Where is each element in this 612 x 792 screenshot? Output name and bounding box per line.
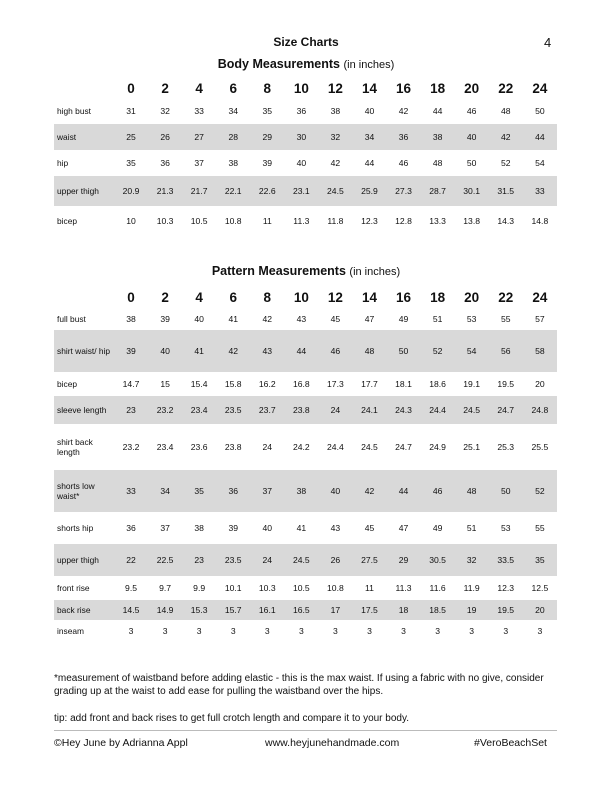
measurement-cell: 43	[330, 523, 341, 533]
measurement-cell: 17	[318, 600, 352, 620]
body-measurements-table	[54, 78, 557, 236]
measurement-cell: 11.8	[327, 216, 344, 226]
page-number: 4	[544, 35, 552, 50]
size-header-cell: 12	[327, 289, 343, 305]
measurement-cell: 50	[466, 158, 477, 168]
measurement-cell: 36	[296, 106, 307, 116]
measurement-cell: 11.6	[429, 583, 446, 593]
measurement-cell: 23	[182, 544, 216, 576]
measurement-cell: 46	[421, 470, 455, 512]
measurement-cell: 26	[318, 544, 352, 576]
measurement-cell: 42	[489, 124, 523, 150]
measurement-cell: 36	[387, 124, 421, 150]
measurement-cell: 45	[330, 314, 341, 324]
measurement-cell: 39	[160, 314, 170, 324]
measurement-cell: 25.1	[463, 442, 481, 452]
measurement-cell: 3	[230, 626, 236, 636]
measurement-cell: 58	[523, 330, 557, 372]
measurement-cell: 48	[500, 106, 511, 116]
footnote: *measurement of waistband before adding elastic - this is the max waist. If using a fabric with no give, consider grading up at the waist to add ease for pulling the waistband over the hips.	[54, 673, 544, 697]
measurement-cell: 48	[455, 470, 489, 512]
size-header-cell: 14	[361, 289, 377, 305]
measurement-cell: 3	[503, 626, 509, 636]
measurement-cell: 12.3	[361, 216, 378, 226]
size-header-cell: 24	[532, 80, 548, 96]
size-header-cell: 22	[498, 80, 514, 96]
measurement-cell: 18.1	[395, 379, 412, 389]
measurement-cell: 55	[500, 314, 511, 324]
measurement-cell: 3	[401, 626, 406, 636]
measurement-cell: 32	[160, 106, 170, 116]
measurement-cell: 24.3	[387, 396, 421, 424]
measurement-cell: 54	[455, 330, 489, 372]
measurement-cell: 48	[432, 158, 443, 168]
measurement-cell: 11.3	[395, 583, 412, 593]
measurement-cell: 24.1	[352, 396, 386, 424]
measurement-cell: 34	[148, 470, 182, 512]
size-header-cell: 16	[396, 289, 412, 305]
table-row	[54, 544, 557, 576]
measurement-cell: 24.5	[361, 442, 378, 452]
footer-website: www.heyjunehandmade.com	[265, 737, 400, 749]
measurement-cell: 24.5	[318, 176, 352, 206]
measurement-cell: 19.1	[463, 379, 481, 389]
measurement-cell: 43	[296, 314, 307, 324]
measurement-cell: 14.3	[497, 216, 515, 226]
measurement-cell: 24.9	[429, 442, 446, 452]
measurement-cell: 42	[216, 330, 250, 372]
measurement-cell: 37	[250, 470, 284, 512]
size-header-cell: 2	[161, 80, 169, 96]
pattern-measurements-table	[54, 286, 557, 642]
measurement-cell: 40	[262, 523, 273, 533]
measurement-cell: 35	[182, 470, 216, 512]
row-label: full bust	[57, 314, 86, 324]
measurement-cell: 48	[352, 330, 386, 372]
measurement-cell: 13.8	[463, 216, 481, 226]
measurement-cell: 32	[318, 124, 352, 150]
table-row	[54, 620, 557, 642]
measurement-cell: 40	[194, 314, 204, 324]
measurement-cell: 9.9	[193, 583, 206, 593]
measurement-cell: 17.3	[327, 379, 344, 389]
table-row	[54, 206, 557, 236]
measurement-cell: 30	[284, 124, 318, 150]
row-label: front rise	[57, 583, 90, 593]
measurement-cell: 24.8	[523, 396, 557, 424]
measurement-cell: 38	[330, 106, 341, 116]
measurement-cell: 22.5	[148, 544, 182, 576]
measurement-cell: 10.5	[292, 583, 310, 593]
measurement-cell: 24	[262, 442, 273, 452]
size-header-cell: 10	[293, 80, 309, 96]
measurement-cell: 22.6	[250, 176, 284, 206]
measurement-cell: 15.8	[224, 379, 242, 389]
measurement-cell: 53	[466, 314, 477, 324]
measurement-cell: 15	[160, 379, 170, 389]
row-label: bicep	[57, 216, 78, 226]
measurement-cell: 38	[228, 158, 238, 168]
body-measurements-heading	[0, 57, 612, 71]
size-header-cell: 0	[127, 289, 135, 305]
row-label: bicep	[57, 379, 78, 389]
measurement-cell: 23.4	[156, 442, 174, 452]
table-row	[54, 124, 557, 150]
size-header-cell: 6	[229, 289, 237, 305]
measurement-cell: 42	[398, 106, 409, 116]
size-header-cell: 4	[195, 80, 203, 96]
size-header-cell: 8	[263, 289, 272, 305]
footer-hashtag: #VeroBeachSet	[474, 737, 547, 749]
table-row	[54, 150, 557, 176]
measurement-cell: 20	[535, 379, 545, 389]
measurement-cell: 24	[250, 544, 284, 576]
measurement-cell: 30.5	[421, 544, 455, 576]
table-row	[54, 512, 557, 544]
measurement-cell: 23	[114, 396, 148, 424]
measurement-cell: 46	[398, 158, 409, 168]
measurement-cell: 52	[500, 158, 511, 168]
row-label: shirt back length	[57, 437, 93, 457]
table-row	[54, 308, 557, 330]
footer-divider	[54, 730, 557, 731]
measurement-cell: 49	[398, 314, 409, 324]
measurement-cell: 57	[535, 314, 545, 324]
measurement-cell: 23.2	[148, 396, 182, 424]
size-header-cell: 6	[229, 80, 237, 96]
measurement-cell: 43	[250, 330, 284, 372]
measurement-cell: 38	[421, 124, 455, 150]
measurement-cell: 3	[537, 626, 543, 636]
measurement-cell: 29	[387, 544, 421, 576]
measurement-cell: 10.3	[258, 583, 276, 593]
measurement-cell: 30.1	[455, 176, 489, 206]
measurement-cell: 25	[114, 124, 148, 150]
measurement-cell: 3	[435, 626, 440, 636]
measurement-cell: 31	[126, 106, 136, 116]
measurement-cell: 27.3	[387, 176, 421, 206]
measurement-cell: 3	[196, 626, 202, 636]
measurement-cell: 35	[523, 544, 557, 576]
measurement-cell: 27.5	[352, 544, 386, 576]
measurement-cell: 33	[114, 470, 148, 512]
measurement-cell: 10.8	[224, 216, 242, 226]
row-label: upper thigh	[54, 544, 114, 576]
measurement-cell: 44	[284, 330, 318, 372]
row-label: shirt waist/ hip	[54, 330, 114, 372]
table-row	[54, 424, 557, 470]
measurement-cell: 28.7	[421, 176, 455, 206]
measurement-cell: 33.5	[489, 544, 523, 576]
measurement-cell: 24.2	[292, 442, 310, 452]
measurement-cell: 12.3	[497, 583, 515, 593]
measurement-cell: 14.7	[122, 379, 140, 389]
measurement-cell: 40	[364, 106, 375, 116]
table-row	[54, 600, 557, 620]
measurement-cell: 23.8	[284, 396, 318, 424]
table-row	[54, 330, 557, 372]
measurement-cell: 33	[194, 106, 204, 116]
measurement-cell: 40	[455, 124, 489, 150]
measurement-cell: 21.3	[148, 176, 182, 206]
measurement-cell: 19.5	[489, 600, 523, 620]
measurement-cell: 14.9	[148, 600, 182, 620]
measurement-cell: 26	[148, 124, 182, 150]
measurement-cell: 37	[194, 158, 204, 168]
measurement-cell: 33	[523, 176, 557, 206]
measurement-cell: 41	[182, 330, 216, 372]
measurement-cell: 15.3	[182, 600, 216, 620]
measurement-cell: 23.5	[216, 396, 250, 424]
measurement-cell: 40	[148, 330, 182, 372]
measurement-cell: 38	[284, 470, 318, 512]
measurement-cell: 3	[367, 626, 372, 636]
measurement-cell: 20.9	[114, 176, 148, 206]
measurement-cell: 17.7	[361, 379, 378, 389]
measurement-cell: 39	[228, 523, 238, 533]
row-label: shorts hip	[57, 523, 94, 533]
size-header-cell: 10	[293, 289, 309, 305]
size-header-cell: 18	[430, 289, 446, 305]
measurement-cell: 51	[432, 314, 443, 324]
measurement-cell: 44	[387, 470, 421, 512]
measurement-cell: 44	[523, 124, 557, 150]
size-header-cell: 24	[532, 289, 548, 305]
measurement-cell: 25.9	[352, 176, 386, 206]
measurement-cell: 36	[126, 523, 136, 533]
measurement-cell: 18	[387, 600, 421, 620]
measurement-cell: 21.7	[182, 176, 216, 206]
measurement-cell: 15.7	[216, 600, 250, 620]
measurement-cell: 27	[182, 124, 216, 150]
measurement-cell: 24.4	[327, 442, 344, 452]
measurement-cell: 32	[455, 544, 489, 576]
size-header-cell: 20	[464, 80, 480, 96]
measurement-cell: 3	[128, 626, 134, 636]
measurement-cell: 24.5	[455, 396, 489, 424]
measurement-cell: 40	[296, 158, 307, 168]
pattern-measurements-unit: (in inches)	[349, 266, 401, 278]
measurement-cell: 23.1	[284, 176, 318, 206]
measurement-cell: 14.5	[114, 600, 148, 620]
measurement-cell: 16.8	[292, 379, 310, 389]
measurement-cell: 19	[455, 600, 489, 620]
measurement-cell: 31.5	[489, 176, 523, 206]
measurement-cell: 10.5	[190, 216, 208, 226]
measurement-cell: 24.7	[489, 396, 523, 424]
measurement-cell: 20	[523, 600, 557, 620]
measurement-cell: 10.8	[327, 583, 344, 593]
measurement-cell: 22.1	[216, 176, 250, 206]
measurement-cell: 34	[228, 106, 238, 116]
measurement-cell: 3	[469, 626, 475, 636]
measurement-cell: 23.7	[250, 396, 284, 424]
row-label: high bust	[57, 106, 91, 116]
measurement-cell: 49	[432, 523, 443, 533]
row-label: back rise	[54, 600, 114, 620]
row-label: upper thigh	[54, 176, 114, 206]
size-header-cell: 12	[327, 80, 343, 96]
measurement-cell: 18.5	[421, 600, 455, 620]
table-row	[54, 372, 557, 396]
table-row	[54, 396, 557, 424]
measurement-cell: 24.5	[284, 544, 318, 576]
measurement-cell: 23.6	[190, 442, 208, 452]
measurement-cell: 50	[489, 470, 523, 512]
measurement-cell: 3	[162, 626, 168, 636]
measurement-cell: 15.4	[190, 379, 208, 389]
size-header-cell: 8	[263, 80, 272, 96]
measurement-cell: 11	[365, 583, 374, 593]
measurement-cell: 44	[364, 158, 375, 168]
row-label: sleeve length	[54, 396, 114, 424]
measurement-cell: 28	[216, 124, 250, 150]
body-measurements-unit: (in inches)	[343, 59, 395, 71]
measurement-cell: 42	[330, 158, 341, 168]
measurement-cell: 18.6	[429, 379, 446, 389]
size-header-cell: 16	[396, 80, 412, 96]
measurement-cell: 16.2	[258, 379, 276, 389]
footer-copyright: ©Hey June by Adrianna Appl	[54, 737, 188, 749]
measurement-cell: 16.5	[284, 600, 318, 620]
measurement-cell: 23.5	[216, 544, 250, 576]
tip: tip: add front and back rises to get full crotch length and compare it to your body.	[54, 713, 410, 724]
measurement-cell: 47	[398, 523, 409, 533]
measurement-cell: 45	[364, 523, 375, 533]
row-label: hip	[57, 158, 69, 168]
measurement-cell: 44	[432, 106, 443, 116]
table-row	[54, 576, 557, 600]
measurement-cell: 54	[535, 158, 545, 168]
size-header-cell: 2	[161, 289, 169, 305]
measurement-cell: 12.8	[395, 216, 412, 226]
measurement-cell: 23.2	[122, 442, 140, 452]
measurement-cell: 51	[466, 523, 477, 533]
measurement-cell: 16.1	[250, 600, 284, 620]
measurement-cell: 46	[318, 330, 352, 372]
measurement-cell: 38	[126, 314, 136, 324]
pattern-measurements-title: Pattern Measurements	[211, 264, 346, 278]
measurement-cell: 13.3	[429, 216, 446, 226]
size-header-cell: 14	[361, 80, 377, 96]
measurement-cell: 10.1	[224, 583, 242, 593]
measurement-cell: 39	[262, 158, 273, 168]
measurement-cell: 52	[421, 330, 455, 372]
measurement-cell: 52	[523, 470, 557, 512]
measurement-cell: 10	[126, 216, 136, 226]
measurement-cell: 55	[535, 523, 545, 533]
measurement-cell: 25.5	[531, 442, 549, 452]
size-header-cell: 22	[498, 289, 514, 305]
measurement-cell: 50	[535, 106, 545, 116]
measurement-cell: 25.3	[497, 442, 515, 452]
measurement-cell: 42	[262, 314, 273, 324]
measurement-cell: 22	[114, 544, 148, 576]
measurement-cell: 14.8	[531, 216, 549, 226]
measurement-cell: 56	[489, 330, 523, 372]
measurement-cell: 17.5	[352, 600, 386, 620]
measurement-cell: 38	[194, 523, 204, 533]
page-title: Size Charts	[273, 35, 339, 49]
measurement-cell: 3	[333, 626, 338, 636]
measurement-cell: 11	[262, 216, 272, 226]
row-label: inseam	[57, 626, 84, 636]
measurement-cell: 23.4	[182, 396, 216, 424]
measurement-cell: 29	[250, 124, 284, 150]
measurement-cell: 11.9	[463, 583, 480, 593]
measurement-cell: 36	[160, 158, 170, 168]
measurement-cell: 19.5	[497, 379, 515, 389]
measurement-cell: 3	[264, 626, 270, 636]
row-label: waist	[54, 124, 114, 150]
measurement-cell: 50	[387, 330, 421, 372]
measurement-cell: 24.4	[421, 396, 455, 424]
measurement-cell: 47	[364, 314, 375, 324]
measurement-cell: 11.3	[293, 216, 310, 226]
measurement-cell: 53	[500, 523, 511, 533]
measurement-cell: 41	[296, 523, 307, 533]
table-row	[54, 470, 557, 512]
measurement-cell: 9.5	[125, 583, 137, 593]
row-label: shorts low waist*	[54, 470, 114, 512]
size-header-cell: 18	[430, 80, 446, 96]
body-measurements-title: Body Measurements	[217, 57, 341, 71]
table-row	[54, 176, 557, 206]
measurement-cell: 24.7	[395, 442, 412, 452]
measurement-cell: 10.3	[156, 216, 174, 226]
measurement-cell: 42	[352, 470, 386, 512]
table-row	[54, 98, 557, 124]
measurement-cell: 9.7	[159, 583, 172, 593]
measurement-cell: 40	[318, 470, 352, 512]
measurement-cell: 12.5	[531, 583, 549, 593]
pattern-measurements-heading	[0, 264, 612, 278]
measurement-cell: 36	[216, 470, 250, 512]
measurement-cell: 41	[228, 314, 238, 324]
size-header-cell: 20	[464, 289, 480, 305]
size-header-cell: 0	[127, 80, 135, 96]
measurement-cell: 37	[160, 523, 170, 533]
measurement-cell: 46	[466, 106, 477, 116]
measurement-cell: 23.8	[224, 442, 242, 452]
measurement-cell: 34	[352, 124, 386, 150]
measurement-cell: 35	[126, 158, 136, 168]
size-header-cell: 4	[195, 289, 203, 305]
measurement-cell: 24	[318, 396, 352, 424]
measurement-cell: 39	[114, 330, 148, 372]
measurement-cell: 35	[262, 106, 273, 116]
measurement-cell: 3	[298, 626, 304, 636]
